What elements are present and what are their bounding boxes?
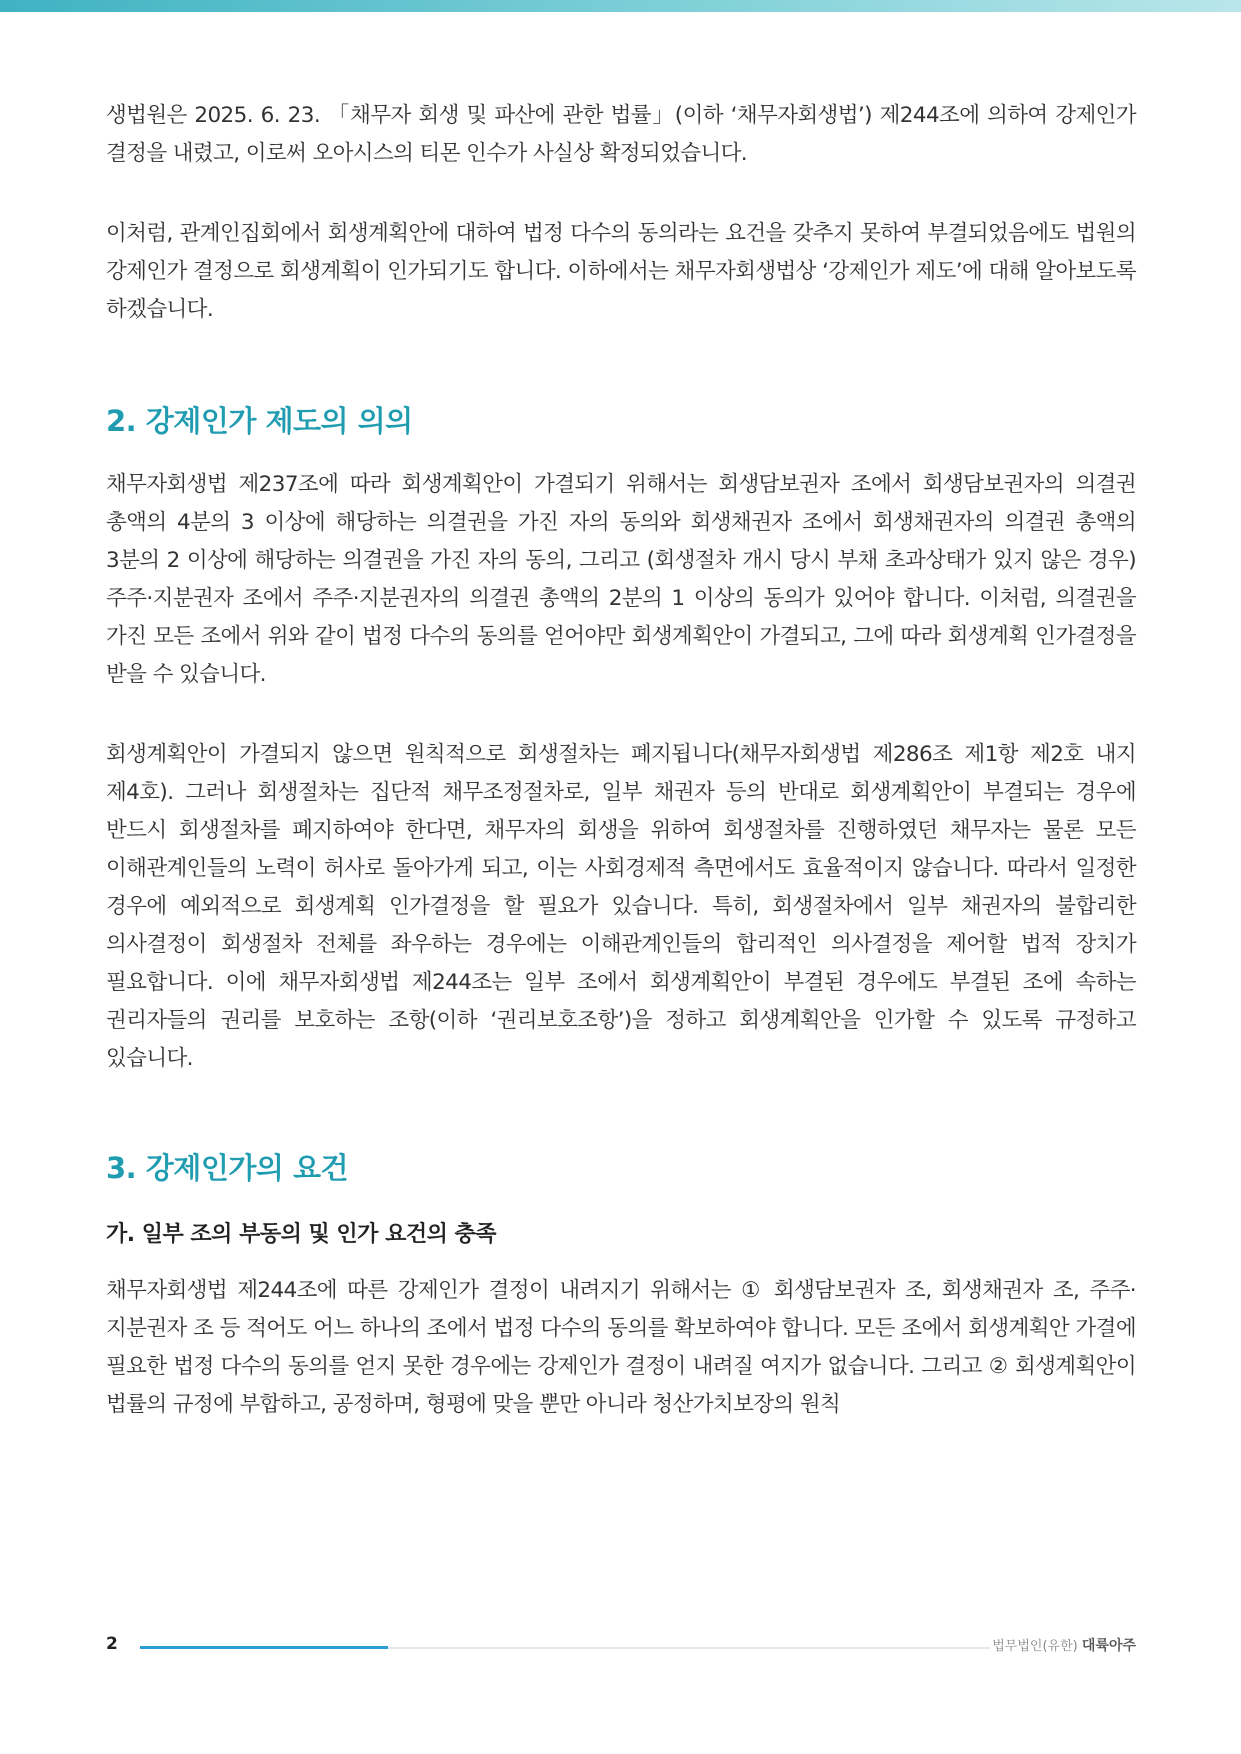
paragraph-approval-requirements: 채무자회생법 제237조에 따라 회생계획안이 가결되기 위해서는 회생담보권자 조에서 회생담보권자의 의결권 총액의 4분의 3 이상에 해당하는 의결권을 가진 자의 동의와 회생채권자 조에서 회생채권자의 의결권 총액의 3분의 2 이상에 해당하는 의결권을 가진 자의 동의, 그리고 (회생절차 개시 당시 부채 초과상태가 있지 않은 경우) 주주·지분권자 조에서 주주·지분권자의 의결권 총액의 2분의 1 이상의 동의가 있어야 합니다. 이처럼, 의결권을 가진 모든 조에서 위와 같이 법정 다수의 동의를 얻어야만 회생계획안이 가결되고, 그에 따라 회생계획 인가결정을 받을 수 있습니다. <box>106 472 1136 687</box>
page-footer <box>106 1632 1136 1662</box>
top-accent-bar <box>0 0 1241 12</box>
firm-name: 대륙아주 <box>1081 1638 1136 1654</box>
firm-label <box>992 1635 1136 1655</box>
paragraph-requirements-detail: 채무자회생법 제244조에 따른 강제인가 결정이 내려지기 위해서는 ① 회생담보권자 조, 회생채권자 조, 주주·지분권자 조 등 적어도 어느 하나의 조에서 법정 다수의 동의를 확보하여야 합니다. 모든 조에서 회생계획안 가결에 필요한 법정 다수의 동의를 얻지 못한 경우에는 강제인가 결정이 내려질 여지가 없습니다. 그리고 ② 회생계획안이 법률의 규정에 부합하고, 공정하며, 형평에 맞을 뿐만 아니라 청산가치보장의 원칙 <box>106 1278 1136 1417</box>
paragraph-intro-summary: 이처럼, 관계인집회에서 회생계획안에 대하여 법정 다수의 동의라는 요건을 갖추지 못하여 부결되었음에도 법원의 강제인가 결정으로 회생계획이 인가되기도 합니다. 이하에서는 채무자회생법상 ‘강제인가 제도’에 대해 알아보도록 하겠습니다. <box>106 221 1136 322</box>
section-title-requirements: 3. 강제인가의 요건 <box>106 1151 348 1185</box>
paragraph-intro-continuation: 생법원은 2025. 6. 23. 「채무자 회생 및 파산에 관한 법률」(이하 ‘채무자회생법’) 제244조에 의하여 강제인가 결정을 내렸고, 이로써 오아시스의 티몬 인수가 사실상 확정되었습니다. <box>106 103 1136 166</box>
document-body <box>106 97 1136 1424</box>
section-title-meaning: 2. 강제인가 제도의 의의 <box>106 404 413 438</box>
paragraph-forced-approval-need: 회생계획안이 가결되지 않으면 원칙적으로 회생절차는 폐지됩니다(채무자회생법 제286조 제1항 제2호 내지 제4호). 그러나 회생절차는 집단적 채무조정절차로, 일부 채권자 등의 반대로 회생계획안이 부결되는 경우에 반드시 회생절차를 폐지하여야 한다면, 채무자의 회생을 위하여 회생절차를 진행하였던 채무자는 물론 모든 이해관계인들의 노력이 허사로 돌아가게 되고, 이는 사회경제적 측면에서도 효율적이지 않습니다. 따라서 일정한 경우에 예외적으로 회생계획 인가결정을 할 필요가 있습니다. 특히, 회생절차에서 일부 채권자의 불합리한 의사결정이 회생절차 전체를 좌우하는 경우에는 이해관계인들의 합리적인 의사결정을 제어할 법적 장치가 필요합니다. 이에 채무자회생법 제244조는 일부 조에서 회생계획안이 부결된 경우에도 부결된 조에 속하는 권리자들의 권리를 보호하는 조항(이하 ‘권리보호조항’)을 정하고 회생계획안을 인가할 수 있도록 규정하고 있습니다. <box>106 742 1136 1071</box>
firm-prefix: 법무법인(유한) <box>992 1639 1078 1654</box>
subsection-title-partial-dissent: 가. 일부 조의 부동의 및 인가 요건의 충족 <box>106 1222 497 1247</box>
footer-divider-accent <box>140 1646 388 1649</box>
page-number: 2 <box>106 1634 118 1654</box>
